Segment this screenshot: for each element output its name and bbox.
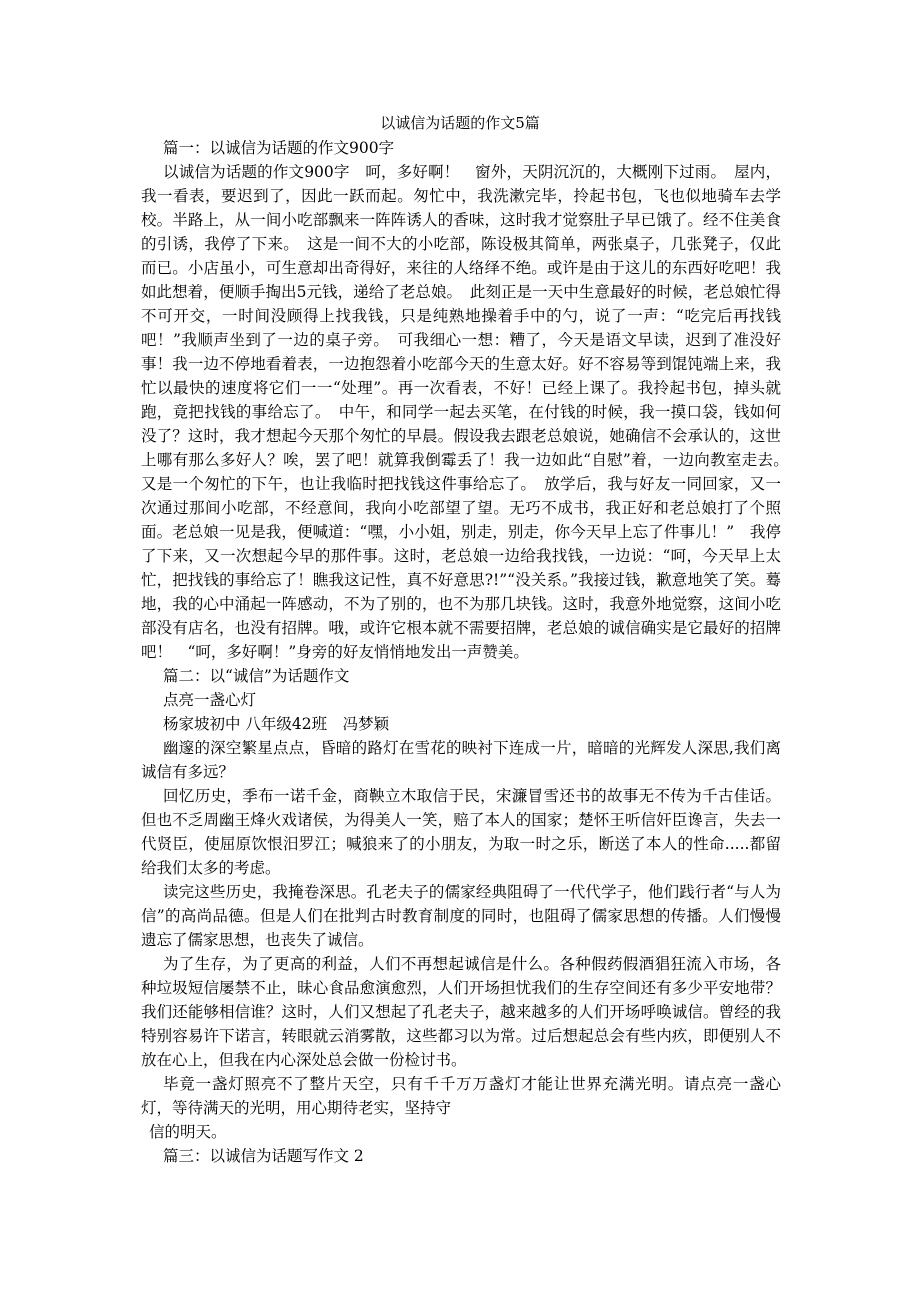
document-title: 以诚信为话题的作文5篇	[380, 114, 540, 132]
section2-paragraph-2: 回忆历史，季布一诺千金，商鞅立木取信于民，宋濂冒雪还书的故事无不传为千古佳话。但也不乏周幽王烽火戏诸侯，为得美人一笑，赔了本人的国家；楚怀王听信奸臣谗言，失去一代贤臣，使屈原饮恨汨罗江；喊狼来了的小朋友，为取一时之乐，断送了本人的性命.....都留给我们太多的考虑。	[141, 787, 781, 877]
section2-paragraph-5: 毕竟一盏灯照亮不了整片天空，只有千千万万盏灯才能让世界充满光明。请点亮一盏心灯，等待满天的光明，用心期待老实，坚持守	[141, 1075, 781, 1117]
section2-author: 杨家坡初中 八年级42班 冯梦颖	[163, 715, 390, 733]
section2-paragraph-3: 读完这些历史，我掩卷深思。孔老夫子的儒家经典阻碍了一代代学子，他们践行者“与人为信”的高尚品德。但是人们在批判古时教育制度的同时，也阻碍了儒家思想的传播。人们慢慢遗忘了儒家思想，也丧失了诚信。	[141, 883, 781, 949]
section2-continuation: 信的明天。	[149, 1123, 227, 1141]
section2-subtitle: 点亮一盏心灯	[163, 691, 257, 709]
document-body	[141, 136, 797, 1168]
section2-paragraph-4: 为了生存，为了更高的利益，人们不再想起诚信是什么。各种假药假酒猖狂流入市场，各种垃圾短信屡禁不止，昧心食品愈演愈烈，人们开场担忧我们的生存空间还有多少平安地带？我们还能够相信谁？这时，人们又想起了孔老夫子，越来越多的人们开场呼唤诚信。曾经的我特别容易许下诺言，转眼就云消雾散，这些都习以为常。过后想起总会有些内疚，即便别人不放在心上，但我在内心深处总会做一份检讨书。	[141, 955, 781, 1069]
section3-heading: 篇三：以诚信为话题写作文 2	[163, 1147, 364, 1165]
section1-paragraph: 以诚信为话题的作文900字 呵，多好啊！ 窗外，天阴沉沉的，大概刚下过雨。 屋内，我一看表，要迟到了，因此一跃而起。匆忙中，我洗漱完毕，拎起书包，飞也似地骑车去学校。半路上，从一间小吃部飘来一阵阵诱人的香味，这时我才觉察肚子早已饿了。经不住美食的引诱，我停了下来。 这是一间不大的小吃部，陈设极其简单，两张桌子，几张凳子，仅此而已。小店虽小，可生意却出奇得好，来往的人络绎不绝。或许是由于这儿的东西好吃吧！我如此想着，便顺手掏出5元钱，递给了老总娘。 此刻正是一天中生意最好的时候，老总娘忙得不可开交，一时间没顾得上找我钱，只是纯熟地操着手中的勺，说了一声：“吃完后再找钱吧！”我顺声坐到了一边的桌子旁。 可我细心一想：糟了，今天是语文早读，迟到了准没好事！我一边不停地看着表，一边抱怨着小吃部今天的生意太好。好不容易等到馄饨端上来，我忙以最快的速度将它们一一“处理”。再一次看表，不好！已经上课了。我拎起书包，掉头就跑，竟把找钱的事给忘了。 中午，和同学一起去买笔，在付钱的时候，我一摸口袋，钱如何没了？这时，我才想起今天那个匆忙的早晨。假设我去跟老总娘说，她确信不会承认的，这世上哪有那么多好人？唉，罢了吧！就算我倒霉丢了！我一边如此“自慰”着，一边向教室走去。 又是一个匆忙的下午，也让我临时把找钱这件事给忘了。 放学后，我与好友一同回家，又一次通过那间小吃部，不经意间，我向小吃部望了望。无巧不成书，我正好和老总娘打了个照面。老总娘一见是我，便喊道：“嘿，小小姐，别走，别走，你今天早上忘了件事儿！” 我停了下来，又一次想起今早的那件事。这时，老总娘一边给我找钱，一边说：“呵，今天早上太忙，把找钱的事给忘了！瞧我这记性，真不好意思?!”“没关系。”我接过钱，歉意地笑了笑。蓦地，我的心中涌起一阵感动，不为了别的，也不为那几块钱。这时，我意外地觉察，这间小吃部没有店名，也没有招牌。哦，或许它根本就不需要招牌，老总娘的诚信确实是它最好的招牌吧！ “呵，多好啊！”身旁的好友悄悄地发出一声赞美。	[141, 163, 797, 661]
section2-heading: 篇二：以“诚信”为话题作文	[163, 667, 350, 685]
section2-paragraph-1: 幽邃的深空繁星点点，昏暗的路灯在雪花的映衬下连成一片，暗暗的光辉发人深思,我们离诚信有多远？	[141, 739, 781, 781]
section1-heading: 篇一：以诚信为话题的作文900字	[163, 139, 395, 157]
